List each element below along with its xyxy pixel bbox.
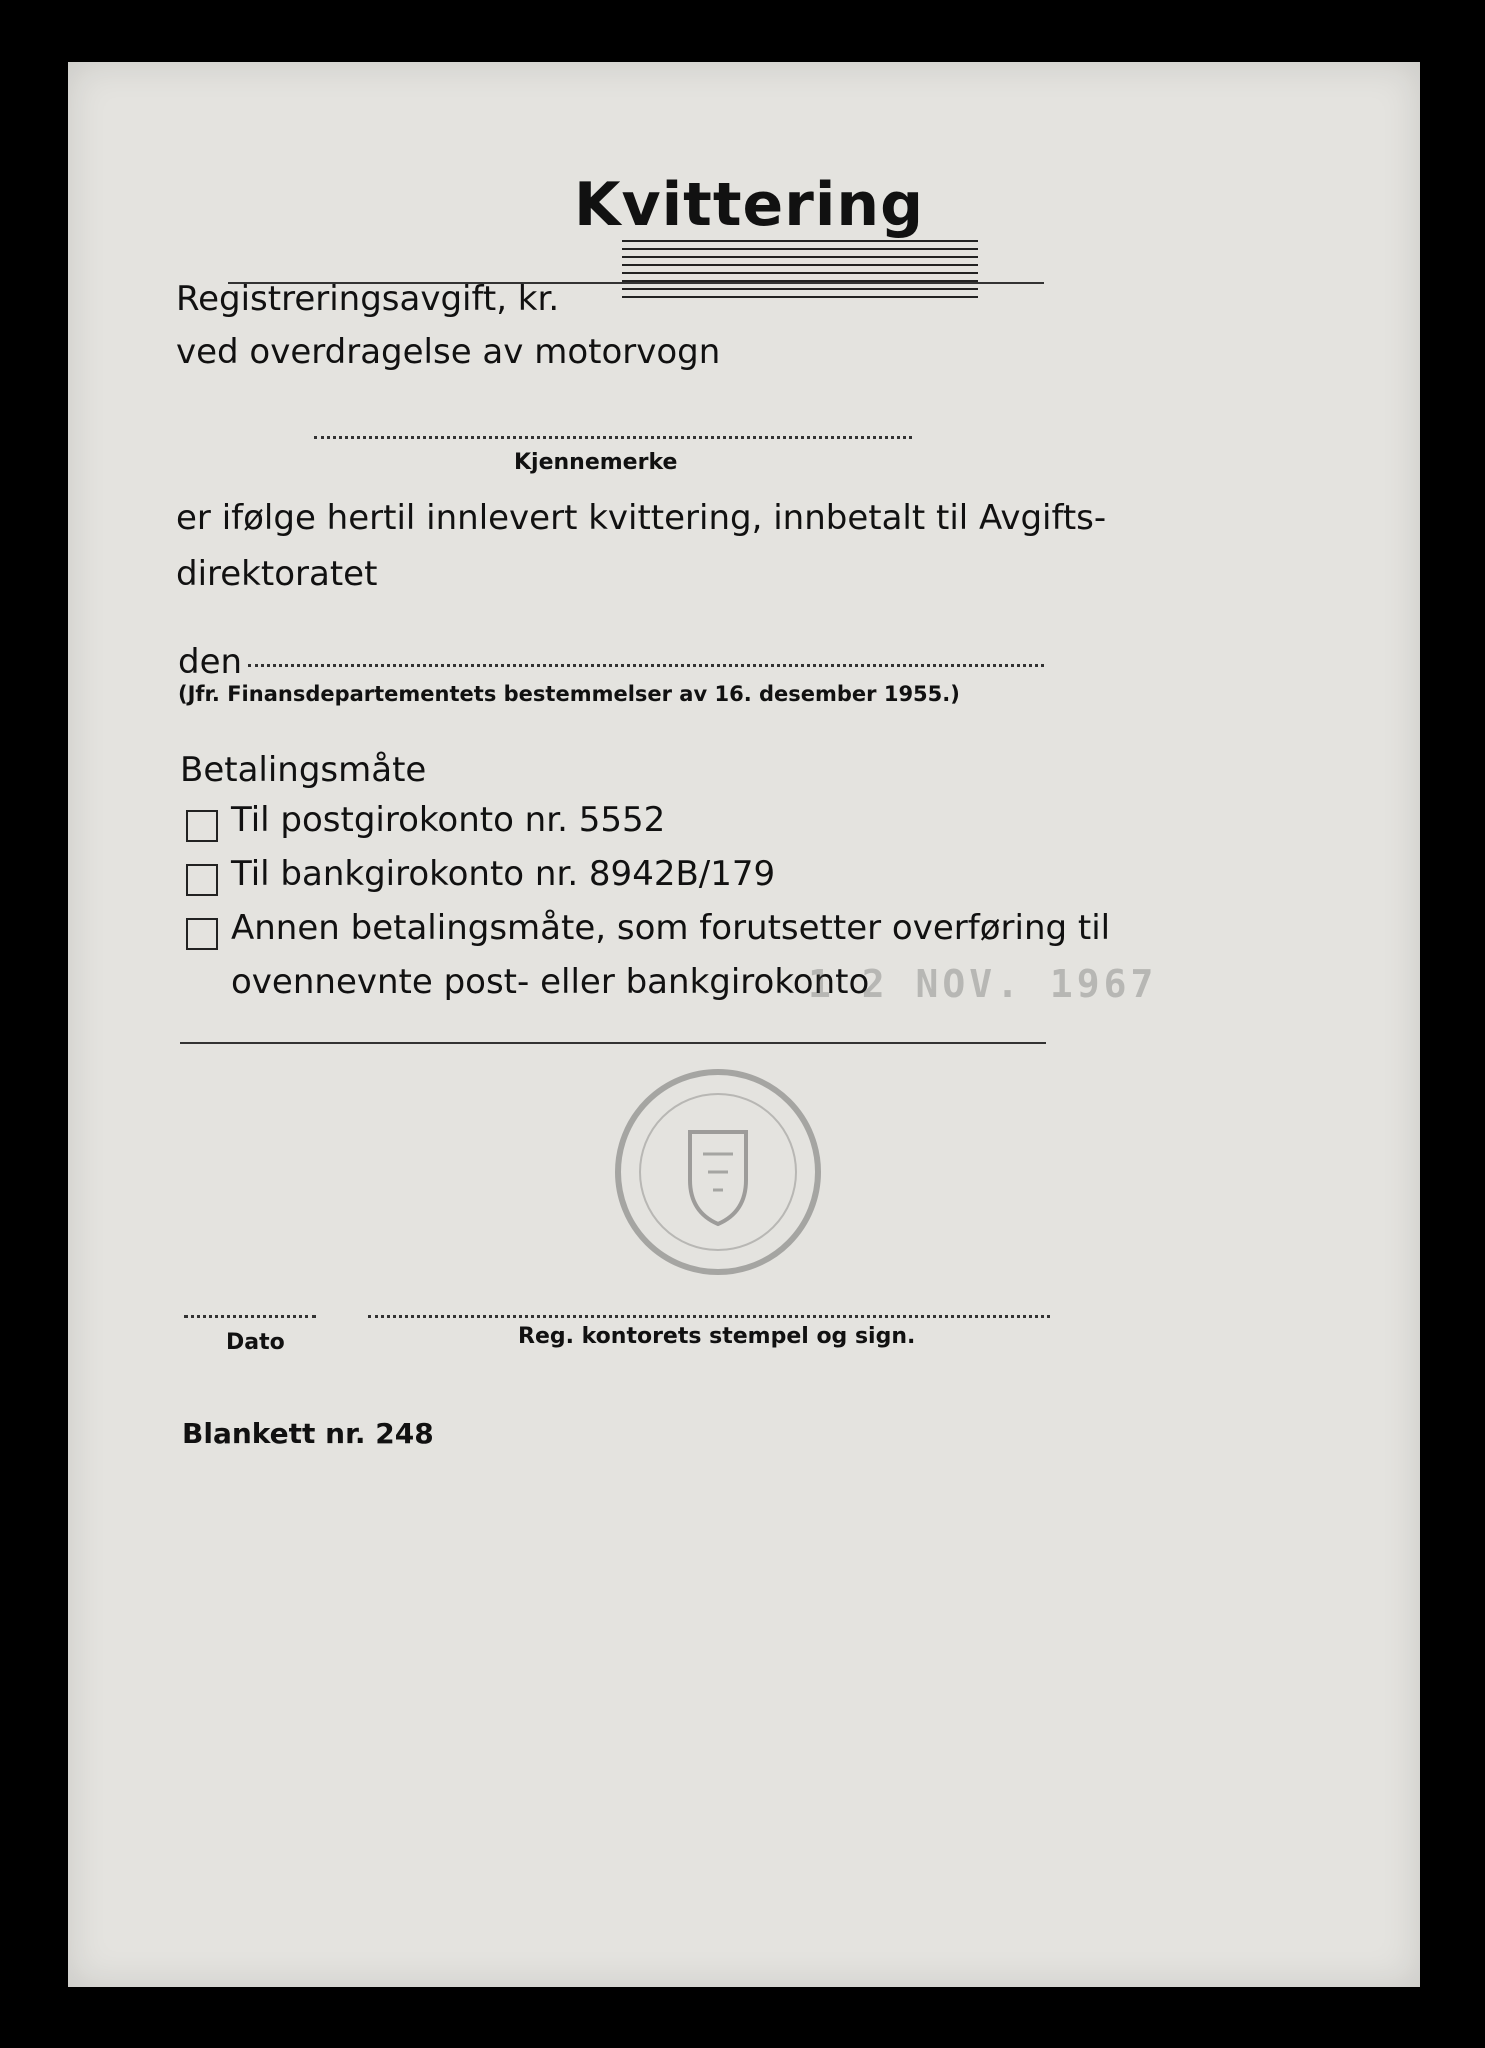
den-label: den (178, 642, 243, 682)
other-payment-label: Annen betalingsmåte, som forutsetter overføring til (231, 908, 1111, 948)
form-number: Blankett nr. 248 (182, 1417, 434, 1450)
kjennemerke-field[interactable] (314, 436, 912, 439)
official-seal-stamp (608, 1062, 828, 1282)
form-title: Kvittering (574, 170, 925, 240)
receipt-form (68, 62, 1420, 1987)
date-field[interactable] (248, 664, 1044, 667)
statement-line-1: er ifølge hertil innlevert kvittering, innbetalt til Avgifts- (176, 498, 1107, 538)
payment-heading: Betalingsmåte (180, 750, 427, 790)
postgiro-checkbox[interactable] (186, 810, 218, 842)
bankgiro-label: Til bankgirokonto nr. 8942B/179 (231, 854, 776, 894)
other-payment-checkbox[interactable] (186, 918, 218, 950)
date-stamp: 1 2 NOV. 1967 (808, 962, 1158, 1006)
stamp-signature-label: Reg. kontorets stempel og sign. (518, 1324, 916, 1349)
dato-field[interactable] (184, 1315, 316, 1318)
bankgiro-checkbox[interactable] (186, 864, 218, 896)
amount-field[interactable] (622, 240, 978, 304)
signature-field[interactable] (368, 1315, 1050, 1318)
statement-line-2: direktoratet (176, 554, 378, 594)
other-payment-label-cont: ovennevnte post- eller bankgirokonto (231, 962, 870, 1002)
fee-label: Registreringsavgift, kr. (176, 279, 560, 319)
separator-rule (180, 1042, 1046, 1044)
dato-label: Dato (226, 1330, 285, 1355)
kjennemerke-label: Kjennemerke (514, 450, 678, 475)
postgiro-label: Til postgirokonto nr. 5552 (231, 800, 666, 840)
reference-note: (Jfr. Finansdepartementets bestemmelser av 16. desember 1955.) (178, 682, 960, 706)
transfer-label: ved overdragelse av motorvogn (176, 332, 721, 372)
